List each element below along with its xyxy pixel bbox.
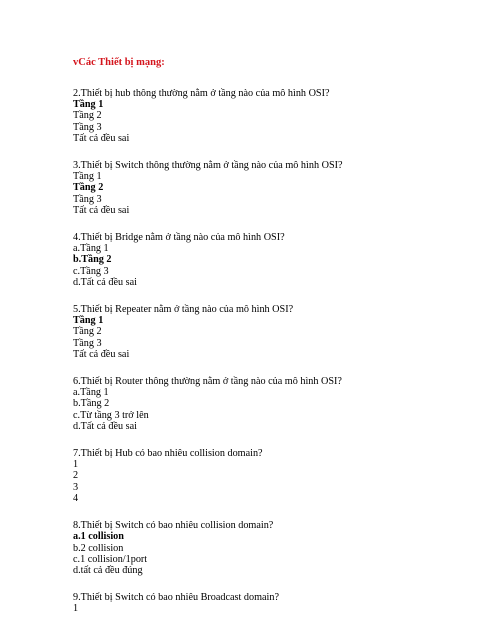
answer-option: 1 (73, 603, 79, 615)
answer-option: 3 (73, 481, 79, 493)
answer-option-correct: Tầng 2 (73, 182, 104, 194)
question-block (73, 88, 473, 144)
answer-option: Tầng 1 (73, 171, 102, 183)
answer-option: Tầng 2 (73, 326, 102, 338)
answer-option: 2 (73, 470, 79, 482)
document-page (73, 57, 473, 631)
question-text: 4.Thiết bị Bridge nằm ở tầng nào của mô hình OSI? (73, 232, 285, 244)
question-text: 7.Thiết bị Hub có bao nhiêu collision domain? (73, 448, 263, 460)
answer-option: Tất cả đều sai (73, 204, 130, 216)
answer-option: Tầng 2 (73, 110, 102, 122)
answer-option: Tất cả đều sai (73, 132, 130, 144)
answer-option-correct: a.1 collision (73, 531, 124, 543)
answer-option: c.Từ tầng 3 trở lên (73, 409, 149, 421)
answer-option: b.Tầng 2 (73, 398, 110, 410)
question-text: 8.Thiết bị Switch có bao nhiêu collision domain? (73, 520, 274, 532)
question-block (73, 592, 473, 614)
answer-option: Tầng 3 (73, 193, 102, 205)
question-block (73, 520, 473, 576)
question-text: 2.Thiết bị hub thông thường nằm ở tầng nào của mô hình OSI? (73, 88, 330, 99)
question-block (73, 448, 473, 504)
answer-option: a.Tầng 1 (73, 387, 109, 399)
answer-option: b.2 collision (73, 542, 124, 554)
question-text: 5.Thiết bị Repeater nằm ở tầng nào của mô hình OSI? (73, 304, 294, 316)
question-block (73, 232, 473, 288)
question-list (73, 88, 473, 615)
question-text: 6.Thiết bị Router thông thường nằm ở tầng nào của mô hình OSI? (73, 376, 342, 388)
answer-option: c.Tầng 3 (73, 265, 109, 277)
question-block (73, 376, 473, 432)
answer-option: d.Tất cả đều sai (73, 420, 137, 432)
answer-option: Tầng 3 (73, 121, 102, 133)
answer-option: d.tất cả đều đúng (73, 564, 143, 576)
section-heading: vCác Thiết bị mạng: (73, 57, 165, 68)
answer-option: Tầng 3 (73, 337, 102, 349)
answer-option: 1 (73, 459, 79, 471)
question-block (73, 160, 473, 216)
answer-option: 4 (73, 492, 79, 504)
answer-option-correct: Tầng 1 (73, 99, 104, 111)
question-text: 9.Thiết bị Switch có bao nhiêu Broadcast domain? (73, 592, 279, 604)
answer-option-correct: b.Tầng 2 (73, 254, 112, 266)
question-block (73, 304, 473, 360)
answer-option: a.Tầng 1 (73, 243, 109, 255)
question-text: 3.Thiết bị Switch thông thường nằm ở tầng nào của mô hình OSI? (73, 160, 343, 172)
answer-option: d.Tất cả đều sai (73, 276, 137, 288)
answer-option: c.1 collision/1port (73, 553, 148, 565)
answer-option-correct: Tầng 1 (73, 315, 104, 327)
answer-option: Tất cả đều sai (73, 348, 130, 360)
